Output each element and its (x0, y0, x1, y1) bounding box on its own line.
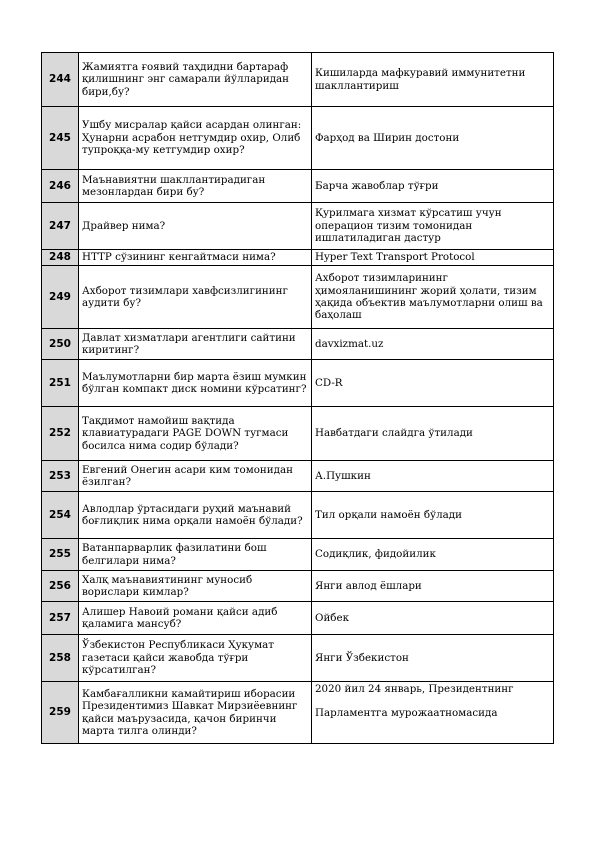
table-row (42, 571, 554, 602)
table-row (42, 203, 554, 250)
answer-cell: А.Пушкин (312, 461, 554, 492)
row-number: 252 (42, 407, 79, 461)
answer-cell: Янги авлод ёшлари (312, 571, 554, 602)
answer-cell: Қурилмага хизмат кўрсатиш учун операцион тизим томонидан ишлатиладиган дастур (312, 203, 554, 250)
row-number: 254 (42, 492, 79, 539)
answer-cell: CD-R (312, 360, 554, 407)
answer-cell: Навбатдаги слайдга ўтилади (312, 407, 554, 461)
table-row (42, 602, 554, 635)
question-cell: Авлодлар ўртасидаги руҳий маънавий боғлиқлик нима орқали намоён бўлади? (79, 492, 312, 539)
table-row (42, 492, 554, 539)
answer-cell: Барча жавоблар тўғри (312, 170, 554, 203)
answer-cell: davxizmat.uz (312, 329, 554, 360)
question-cell: Ушбу мисралар қайси асардан олинган: Ҳунарни асрабон нетгумдир охир, Олиб тупроққа-му кетгумдир охир? (79, 107, 312, 170)
row-number: 258 (42, 635, 79, 682)
row-number: 248 (42, 250, 79, 266)
question-cell: Ватанпарварлик фазилатини бош белгилари нима? (79, 539, 312, 571)
answer-cell: Hyper Text Transport Protocol (312, 250, 554, 266)
question-cell: Халқ маънавиятининг муносиб ворислари кимлар? (79, 571, 312, 602)
table-row (42, 682, 554, 744)
answer-cell: Тил орқали намоён бўлади (312, 492, 554, 539)
question-cell: Жамиятга ғоявий таҳдидни бартараф қилишнинг энг самарали йўлларидан бири,бу? (79, 53, 312, 107)
row-number: 251 (42, 360, 79, 407)
table-row (42, 266, 554, 329)
row-number: 247 (42, 203, 79, 250)
table-row (42, 170, 554, 203)
table-row (42, 461, 554, 492)
row-number: 253 (42, 461, 79, 492)
answer-cell: Кишиларда мафкуравий иммунитетни шакллантириш (312, 53, 554, 107)
question-cell: Алишер Навоий романи қайси адиб қаламига мансуб? (79, 602, 312, 635)
table-row (42, 360, 554, 407)
question-cell: HTTP сўзининг кенгайтмаси нима? (79, 250, 312, 266)
qa-table (41, 52, 554, 744)
question-cell: Камбағалликни камайтириш иборасии Президентимиз Шавкат Мирзиёевнинг қайси маърузасида, қачон биринчи марта тилга олинди? (79, 682, 312, 744)
table-row (42, 407, 554, 461)
row-number: 245 (42, 107, 79, 170)
row-number: 257 (42, 602, 79, 635)
question-cell: Тақдимот намойиш вақтида клавиатурадаги PAGE DOWN тугмаси босилса нима содир бўлади? (79, 407, 312, 461)
answer-line-2: Парламентга мурожаатномасида (315, 707, 498, 720)
row-number: 259 (42, 682, 79, 744)
answer-cell: Ойбек (312, 602, 554, 635)
row-number: 244 (42, 53, 79, 107)
answer-line-1: 2020 йил 24 январь, Президентнинг (315, 683, 514, 695)
table-row (42, 329, 554, 360)
question-cell: Драйвер нима? (79, 203, 312, 250)
row-number: 250 (42, 329, 79, 360)
answer-cell (312, 682, 554, 744)
table-row (42, 635, 554, 682)
table-row (42, 539, 554, 571)
row-number: 255 (42, 539, 79, 571)
answer-cell: Фарҳод ва Ширин достони (312, 107, 554, 170)
question-cell: Давлат хизматлари агентлиги сайтини киритинг? (79, 329, 312, 360)
question-cell: Евгений Онегин асари ким томонидан ёзилган? (79, 461, 312, 492)
table-row (42, 107, 554, 170)
row-number: 249 (42, 266, 79, 329)
question-cell: Маълумотларни бир марта ёзиш мумкин бўлган компакт диск номини кўрсатинг? (79, 360, 312, 407)
question-cell: Маънавиятни шакллантирадиган мезонлардан бири бу? (79, 170, 312, 203)
answer-cell: Ахборот тизимларининг ҳимояланишининг жорий ҳолати, тизим ҳақида объектив маълумотларни олиш ва баҳолаш (312, 266, 554, 329)
row-number: 246 (42, 170, 79, 203)
answer-cell: Янги Ўзбекистон (312, 635, 554, 682)
answer-cell: Содиқлик, фидойилик (312, 539, 554, 571)
question-cell: Ўзбекистон Республикаси Ҳукумат газетаси қайси жавобда тўғри кўрсатилган? (79, 635, 312, 682)
table-row (42, 53, 554, 107)
question-cell: Ахборот тизимлари хавфсизлигининг аудити бу? (79, 266, 312, 329)
table-row (42, 250, 554, 266)
row-number: 256 (42, 571, 79, 602)
